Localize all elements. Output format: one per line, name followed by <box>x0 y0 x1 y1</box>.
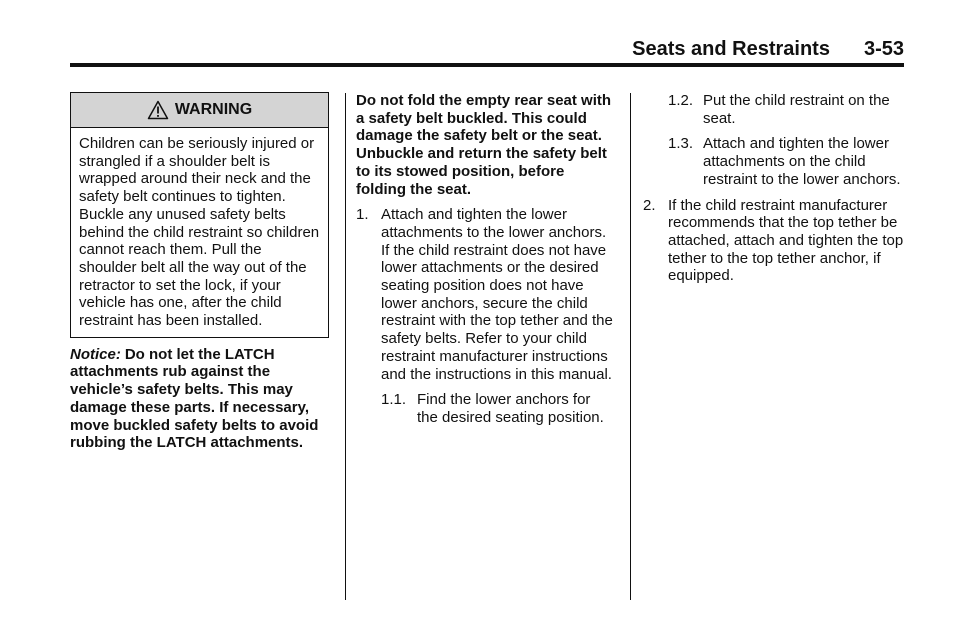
list-item <box>356 391 614 426</box>
caution-paragraph: Do not fold the empty rear seat with a safety belt buckled. This could damage the safety belt or the seat. Unbuckle and return the safety belt to its stowed position, before folding the seat. <box>356 92 612 198</box>
step-number: 1.1. <box>381 391 407 409</box>
step-text: Attach and tighten the lower attachments on the child restraint to the lower anchors. <box>703 135 901 188</box>
column-left <box>70 92 332 452</box>
step-text: If the child restraint manufacturer recommends that the top tether be attached, attach and tighten the top tether to the top tether anchor, if equipped. <box>668 196 904 285</box>
warning-triangle-icon <box>147 100 169 120</box>
page-header <box>70 36 904 62</box>
step-number: 2. <box>643 196 656 214</box>
warning-title: WARNING <box>174 101 253 119</box>
notice-text: Do not let the LATCH attachments rub against the vehicle’s safety belts. This may damage these parts. If necessary, move buckled safety belts to avoid rubbing the LATCH attachments. <box>70 345 319 452</box>
column-divider <box>630 93 631 600</box>
step-text: Find the lower anchors for the desired seating position. <box>417 391 604 426</box>
header-rule <box>70 63 904 67</box>
section-title: Seats and Restraints <box>632 38 830 60</box>
warning-header <box>71 93 328 128</box>
step-text: Attach and tighten the lower attachments to the lower anchors. If the child restraint does not have lower attachments or the desired seating position does not have lower anchors, secure the child restraint with the top tether and the safety belts. Refer to your child restraint manufacturer instructions and the instructions in this manual. <box>381 206 613 383</box>
step-number: 1.2. <box>668 92 694 109</box>
list-item <box>356 206 614 383</box>
step-text: Put the child restraint on the seat. <box>703 92 890 127</box>
notice-label: Notice: <box>70 345 121 363</box>
list-item <box>643 197 909 286</box>
step-number: 1.3. <box>668 135 694 153</box>
column-middle <box>356 92 614 427</box>
step-number: 1. <box>356 206 369 224</box>
list-item <box>643 135 909 188</box>
column-right <box>643 92 909 285</box>
warning-text: Children can be seriously injured or strangled if a shoulder belt is wrapped around their neck and the safety belt continues to tighten. Buckle any unused safety belts behind the child restraint so children cannot reach them. Pull the shoulder belt all the way out of the retractor to set the lock, if your vehicle has one, after the child restraint has been installed. <box>79 135 320 330</box>
page-number: 3-53 <box>863 38 904 60</box>
notice-paragraph <box>70 346 332 452</box>
warning-box <box>70 92 329 338</box>
list-item <box>643 92 909 127</box>
column-divider <box>345 93 346 600</box>
